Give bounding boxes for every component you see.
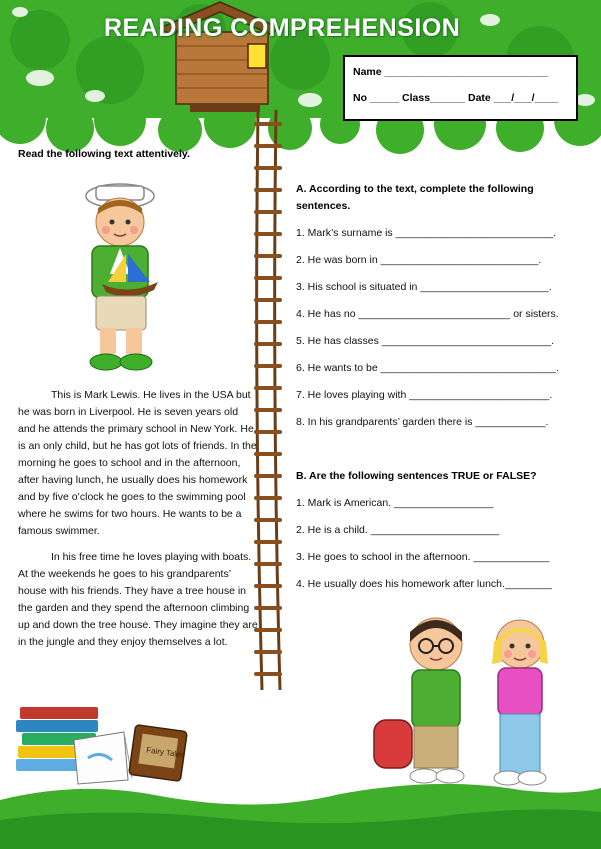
- page-title: READING COMPREHENSION: [104, 14, 461, 42]
- question-a-4[interactable]: 4. He has no __________________________ or sisters.: [296, 308, 559, 320]
- question-a-6[interactable]: 6. He wants to be ______________________________.: [296, 362, 559, 374]
- fairy-tales-books-illustration: [70, 722, 194, 786]
- question-b-1[interactable]: 1. Mark is American. _________________: [296, 497, 494, 509]
- book-title-text: Fairy Tales: [145, 745, 186, 760]
- children-illustration: [372, 612, 562, 798]
- section-b-heading: B. Are the following sentences TRUE or FALSE?: [296, 470, 537, 482]
- number-class-date-field[interactable]: No _____ Class______ Date ___/___/____: [353, 92, 558, 104]
- question-a-8[interactable]: 8. In his grandparents’ garden there is ____________.: [296, 416, 549, 428]
- reading-paragraph-1: This is Mark Lewis. He lives in the USA but he was born in Liverpool. He is seven years old and he attends the primary school in New York. He is an only child, but he has got lots of friends. In the morning he goes to school and in the afternoon, after having lunch, he usually does his homework and by five o’clock he goes to the swimming pool where he swims for two hours. He wants to be a famous swimmer.: [18, 389, 257, 537]
- question-a-2[interactable]: 2. He was born in ___________________________.: [296, 254, 542, 266]
- student-info-box: [343, 55, 578, 121]
- reading-paragraph-2: In his free time he loves playing with boats. At the weekends he goes to his grandparents’ house with his friends. They have a tree house in the garden and they spend the afternoon climbing up and down the tree house. They imagine they are in the jungle and they enjoy themselves a lot.: [18, 551, 258, 648]
- question-a-1[interactable]: 1. Mark’s surname is ___________________________.: [296, 227, 557, 239]
- question-b-4[interactable]: 4. He usually does his homework after lunch.________: [296, 578, 552, 590]
- sailor-boy-illustration: [70, 178, 180, 378]
- instructions: Read the following text attentively.: [18, 148, 190, 160]
- question-a-7[interactable]: 7. He loves playing with ________________________.: [296, 389, 553, 401]
- name-field[interactable]: Name ____________________________: [353, 66, 549, 78]
- question-b-2[interactable]: 2. He is a child. ______________________: [296, 524, 500, 536]
- question-a-3[interactable]: 3. His school is situated in ______________________.: [296, 281, 552, 293]
- question-b-3[interactable]: 3. He goes to school in the afternoon. _____________: [296, 551, 550, 563]
- question-a-5[interactable]: 5. He has classes _____________________________.: [296, 335, 555, 347]
- section-a-heading: A. According to the text, complete the following sentences.: [296, 183, 534, 212]
